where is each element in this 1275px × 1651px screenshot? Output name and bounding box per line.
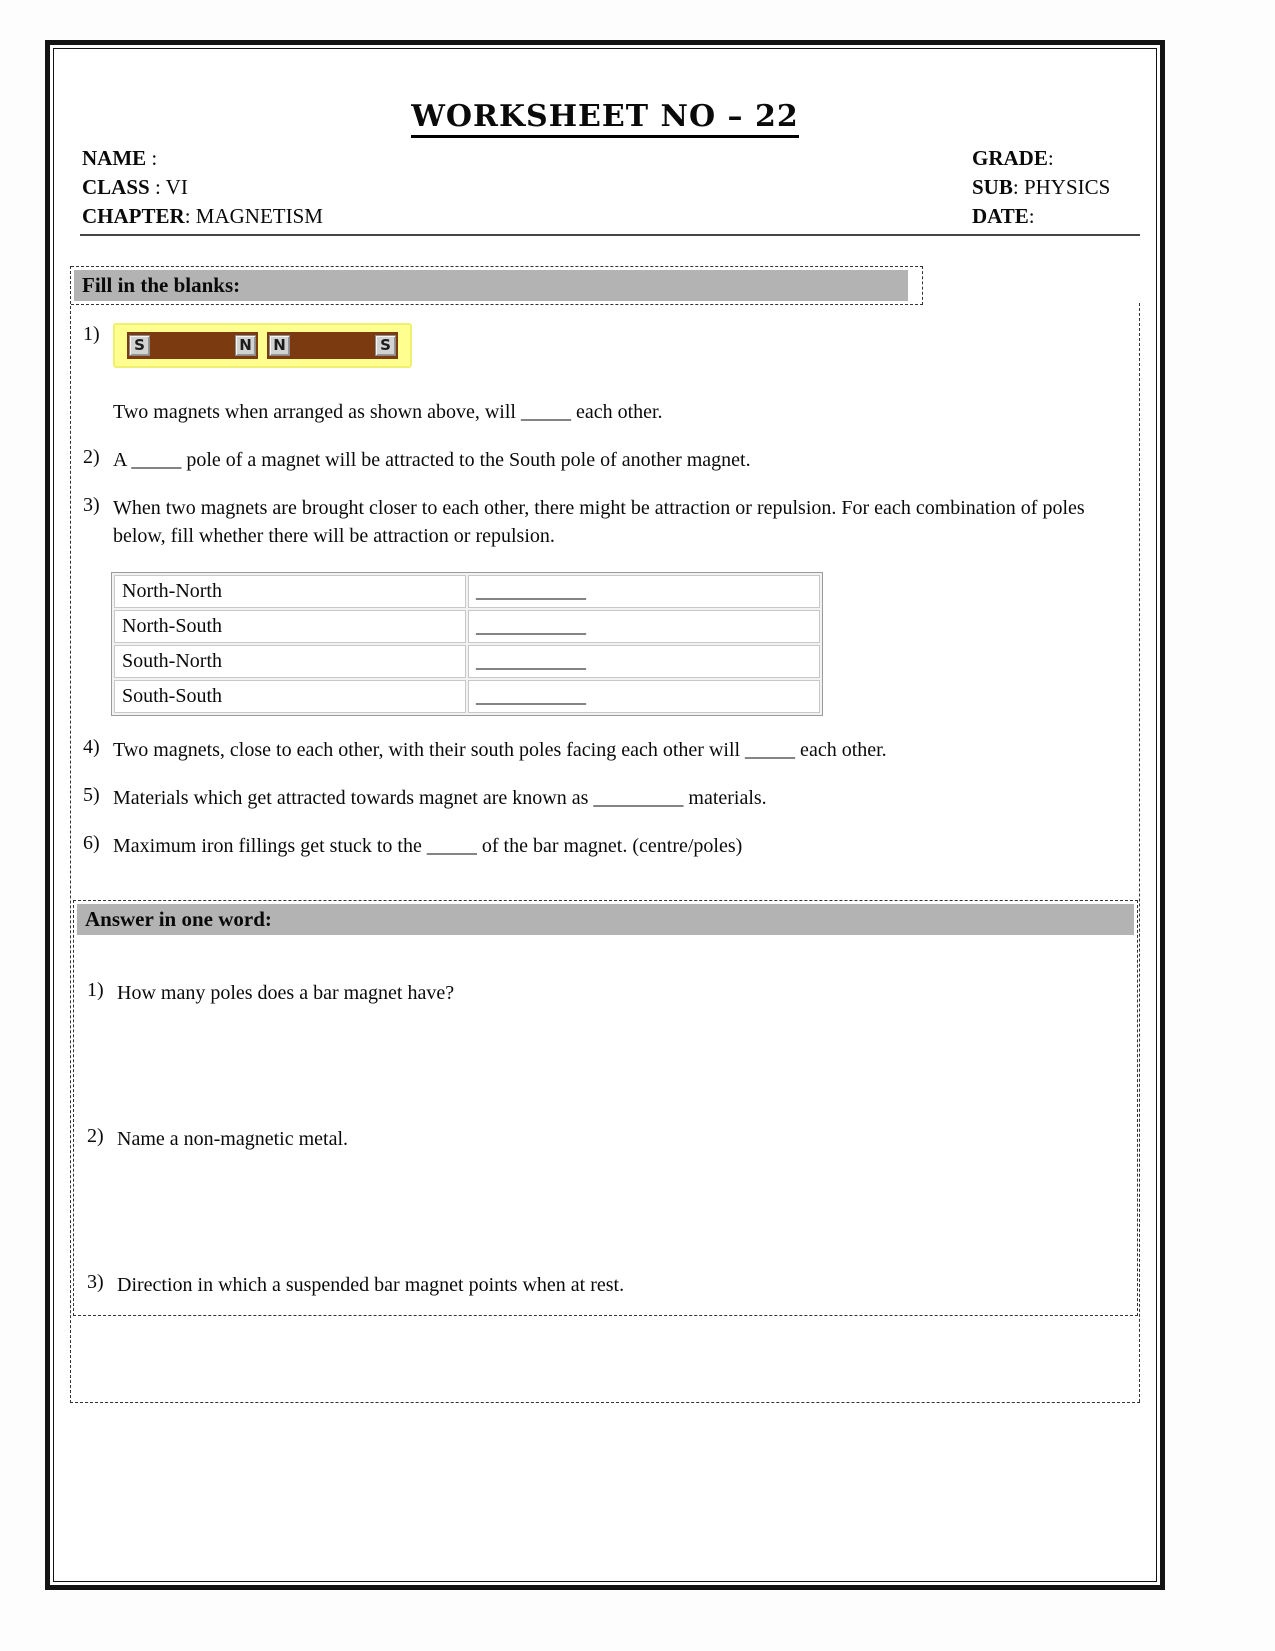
fill-in-the-blanks-heading-box <box>71 266 923 305</box>
header-left-column <box>82 144 972 231</box>
header-right-column <box>972 144 1140 231</box>
question-4 <box>83 736 1114 764</box>
question-4-text: Two magnets, close to each other, with their south poles facing each other will _____ each other. <box>113 739 887 761</box>
question-1-body <box>113 323 1114 426</box>
table-row <box>114 645 820 678</box>
combo-cell: South-South <box>114 680 466 713</box>
answer-blank-cell: ___________ <box>468 610 820 643</box>
question-4-number: 4) <box>83 736 100 758</box>
empty-writing-space <box>71 1316 1140 1402</box>
table-row <box>114 680 820 713</box>
one-word-question-3-text: Direction in which a suspended bar magnet points when at rest. <box>117 1274 625 1296</box>
answer-blank-cell: ___________ <box>468 575 820 608</box>
class-label: CLASS <box>82 175 150 199</box>
question-1 <box>83 323 1114 426</box>
answer-in-one-word-section <box>73 900 1138 1316</box>
one-word-question-2-text: Name a non-magnetic metal. <box>117 1128 349 1150</box>
sub-label: SUB <box>972 175 1013 199</box>
date-label: DATE <box>972 204 1029 228</box>
worksheet-title-text: WORKSHEET NO – 22 <box>411 99 799 138</box>
one-word-question-1 <box>87 979 1134 1007</box>
header-sub-line <box>972 173 1140 202</box>
page-inner-border <box>53 48 1157 1582</box>
bar-magnets-image <box>113 323 412 368</box>
one-word-question-2 <box>87 1125 1134 1153</box>
date-value: : <box>1028 204 1035 228</box>
fill-in-the-blanks-heading: Fill in the blanks: <box>74 270 908 301</box>
header-divider <box>80 234 1140 236</box>
page-border-frame <box>45 40 1165 1590</box>
name-label: NAME <box>82 146 147 170</box>
combo-cell: South-North <box>114 645 466 678</box>
question-6-text: Maximum iron fillings get stuck to the _____ of the bar magnet. (centre/poles) <box>113 835 743 857</box>
header-date-line <box>972 202 1140 231</box>
question-3 <box>83 494 1114 550</box>
answer-blank-cell: ___________ <box>468 680 820 713</box>
one-word-question-3 <box>87 1271 1134 1299</box>
north-pole-label: N <box>269 335 290 356</box>
question-3-number: 3) <box>83 494 100 516</box>
one-word-question-1-text: How many poles does a bar magnet have? <box>117 982 455 1004</box>
one-word-question-1-number: 1) <box>87 979 104 1001</box>
answer-in-one-word-heading: Answer in one word: <box>77 904 1134 935</box>
class-value: : VI <box>149 175 188 199</box>
left-bar-magnet <box>127 332 258 359</box>
south-pole-label: S <box>375 335 396 356</box>
question-2-text: A _____ pole of a magnet will be attracted to the South pole of another magnet. <box>113 449 751 471</box>
one-word-question-2-number: 2) <box>87 1125 104 1147</box>
question-2 <box>83 446 1114 474</box>
right-bar-magnet <box>267 332 398 359</box>
header-name-line <box>82 144 972 173</box>
grade-value: : <box>1047 146 1054 170</box>
question-5 <box>83 784 1114 812</box>
south-pole-label: S <box>129 335 150 356</box>
combo-cell: North-South <box>114 610 466 643</box>
table-row <box>114 610 820 643</box>
worksheet-title <box>70 99 1140 134</box>
question-1-text: Two magnets when arranged as shown above, will _____ each other. <box>113 401 663 423</box>
name-value: : <box>146 146 158 170</box>
sub-value: : PHYSICS <box>1012 175 1111 199</box>
poles-combination-table <box>111 572 823 716</box>
question-5-number: 5) <box>83 784 100 806</box>
question-6-number: 6) <box>83 832 100 854</box>
chapter-value: : MAGNETISM <box>184 204 323 228</box>
question-6 <box>83 832 1114 860</box>
header-class-line <box>82 173 972 202</box>
north-pole-label: N <box>235 335 256 356</box>
header-grade-line <box>972 144 1140 173</box>
one-word-question-3-number: 3) <box>87 1271 104 1293</box>
combo-cell: North-North <box>114 575 466 608</box>
chapter-label: CHAPTER <box>82 204 185 228</box>
header-chapter-line <box>82 202 972 231</box>
question-5-text: Materials which get attracted towards magnet are known as _________ materials. <box>113 787 767 809</box>
page-content <box>54 49 1156 1403</box>
table-row <box>114 575 820 608</box>
question-2-number: 2) <box>83 446 100 468</box>
worksheet-body <box>70 266 1140 1403</box>
grade-label: GRADE <box>972 146 1048 170</box>
fill-in-the-blanks-section <box>71 305 1140 900</box>
worksheet-header <box>82 144 1140 231</box>
answer-blank-cell: ___________ <box>468 645 820 678</box>
question-1-number: 1) <box>83 323 100 345</box>
question-3-text: When two magnets are brought closer to each other, there might be attraction or repulsion. For each combination of poles below, fill whether there will be attraction or repulsion. <box>113 497 1085 547</box>
